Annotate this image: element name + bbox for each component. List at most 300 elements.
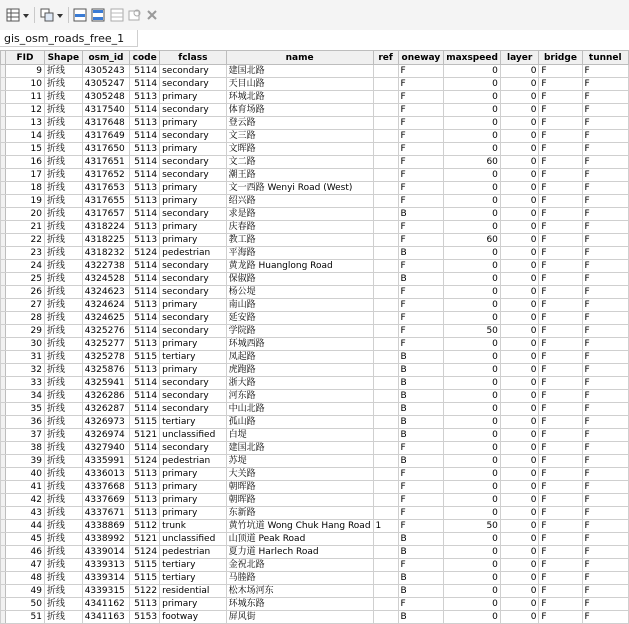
zoom-to-selected-button[interactable] — [128, 6, 142, 23]
table-row[interactable] — [1, 78, 629, 91]
cell-code[interactable]: 5114 — [130, 286, 160, 299]
cell-code[interactable]: 5114 — [130, 65, 160, 78]
cell-fclass[interactable]: primary — [160, 117, 227, 130]
cell-oneway[interactable]: F — [398, 260, 444, 273]
cell-code[interactable]: 5113 — [130, 468, 160, 481]
cell-oneway[interactable]: F — [398, 221, 444, 234]
cell-maxspeed[interactable]: 0 — [444, 364, 501, 377]
table-row[interactable] — [1, 572, 629, 585]
cell-ref[interactable] — [373, 377, 398, 390]
table-row[interactable] — [1, 299, 629, 312]
table-row[interactable] — [1, 91, 629, 104]
cell-ref[interactable] — [373, 78, 398, 91]
cell-bridge[interactable]: F — [539, 104, 582, 117]
cell-maxspeed[interactable]: 0 — [444, 273, 501, 286]
cell-code[interactable]: 5124 — [130, 247, 160, 260]
cell-shape[interactable]: 折线 — [44, 182, 82, 195]
cell-bridge[interactable]: F — [539, 468, 582, 481]
cell-osm-id[interactable]: 4326974 — [82, 429, 130, 442]
cell-shape[interactable]: 折线 — [44, 520, 82, 533]
cell-oneway[interactable]: F — [398, 338, 444, 351]
cell-ref[interactable] — [373, 442, 398, 455]
cell-oneway[interactable]: B — [398, 403, 444, 416]
cell-ref[interactable] — [373, 455, 398, 468]
cell-name[interactable]: 苏堤 — [226, 455, 373, 468]
cell-fid[interactable]: 49 — [6, 585, 45, 598]
cell-fid[interactable]: 19 — [6, 195, 45, 208]
table-row[interactable] — [1, 156, 629, 169]
cell-shape[interactable]: 折线 — [44, 143, 82, 156]
cell-oneway[interactable]: F — [398, 598, 444, 611]
cell-name[interactable]: 绍兴路 — [226, 195, 373, 208]
cell-name[interactable]: 黄竹坑道 Wong Chuk Hang Road — [226, 520, 373, 533]
cell-code[interactable]: 5115 — [130, 416, 160, 429]
cell-code[interactable]: 5112 — [130, 520, 160, 533]
related-tables-button[interactable] — [40, 6, 63, 23]
cell-shape[interactable]: 折线 — [44, 442, 82, 455]
cell-shape[interactable]: 折线 — [44, 481, 82, 494]
cell-code[interactable]: 5153 — [130, 611, 160, 624]
cell-tunnel[interactable]: F — [582, 65, 629, 78]
cell-layer[interactable]: 0 — [500, 338, 539, 351]
cell-osm-id[interactable]: 4325876 — [82, 364, 130, 377]
cell-code[interactable]: 5113 — [130, 598, 160, 611]
cell-name[interactable]: 文一西路 Wenyi Road (West) — [226, 182, 373, 195]
table-row[interactable] — [1, 65, 629, 78]
column-header-tunnel[interactable]: tunnel — [582, 51, 629, 65]
cell-bridge[interactable]: F — [539, 416, 582, 429]
cell-fclass[interactable]: tertiary — [160, 572, 227, 585]
table-row[interactable] — [1, 364, 629, 377]
cell-bridge[interactable]: F — [539, 429, 582, 442]
cell-oneway[interactable]: B — [398, 390, 444, 403]
cell-fid[interactable]: 37 — [6, 429, 45, 442]
cell-fid[interactable]: 10 — [6, 78, 45, 91]
cell-osm-id[interactable]: 4339315 — [82, 585, 130, 598]
cell-osm-id[interactable]: 4338869 — [82, 520, 130, 533]
cell-osm-id[interactable]: 4339313 — [82, 559, 130, 572]
table-row[interactable] — [1, 104, 629, 117]
cell-fid[interactable]: 15 — [6, 143, 45, 156]
cell-tunnel[interactable]: F — [582, 507, 629, 520]
cell-code[interactable]: 5114 — [130, 78, 160, 91]
table-row[interactable] — [1, 390, 629, 403]
cell-name[interactable]: 河东路 — [226, 390, 373, 403]
cell-oneway[interactable]: F — [398, 442, 444, 455]
cell-ref[interactable]: 1 — [373, 520, 398, 533]
cell-fclass[interactable]: secondary — [160, 390, 227, 403]
cell-code[interactable]: 5114 — [130, 156, 160, 169]
cell-bridge[interactable]: F — [539, 338, 582, 351]
cell-fclass[interactable]: pedestrian — [160, 455, 227, 468]
cell-tunnel[interactable]: F — [582, 455, 629, 468]
cell-name[interactable]: 金祝北路 — [226, 559, 373, 572]
cell-name[interactable]: 环城北路 — [226, 91, 373, 104]
cell-shape[interactable]: 折线 — [44, 286, 82, 299]
cell-fid[interactable]: 45 — [6, 533, 45, 546]
cell-bridge[interactable]: F — [539, 377, 582, 390]
cell-osm-id[interactable]: 4338992 — [82, 533, 130, 546]
cell-osm-id[interactable]: 4305248 — [82, 91, 130, 104]
cell-ref[interactable] — [373, 403, 398, 416]
cell-shape[interactable]: 折线 — [44, 273, 82, 286]
cell-fclass[interactable]: primary — [160, 299, 227, 312]
cell-oneway[interactable]: F — [398, 325, 444, 338]
cell-oneway[interactable]: B — [398, 247, 444, 260]
cell-name[interactable]: 庆春路 — [226, 221, 373, 234]
cell-osm-id[interactable]: 4317648 — [82, 117, 130, 130]
cell-fid[interactable]: 12 — [6, 104, 45, 117]
cell-osm-id[interactable]: 4317649 — [82, 130, 130, 143]
cell-bridge[interactable]: F — [539, 65, 582, 78]
cell-bridge[interactable]: F — [539, 78, 582, 91]
cell-fclass[interactable]: pedestrian — [160, 546, 227, 559]
cell-layer[interactable]: 0 — [500, 364, 539, 377]
table-row[interactable] — [1, 416, 629, 429]
cell-ref[interactable] — [373, 169, 398, 182]
cell-layer[interactable]: 0 — [500, 416, 539, 429]
cell-name[interactable]: 教工路 — [226, 234, 373, 247]
cell-name[interactable]: 浙大路 — [226, 377, 373, 390]
cell-shape[interactable]: 折线 — [44, 208, 82, 221]
cell-osm-id[interactable]: 4326286 — [82, 390, 130, 403]
cell-fid[interactable]: 40 — [6, 468, 45, 481]
cell-osm-id[interactable]: 4317653 — [82, 182, 130, 195]
cell-osm-id[interactable]: 4336013 — [82, 468, 130, 481]
cell-code[interactable]: 5122 — [130, 585, 160, 598]
cell-tunnel[interactable]: F — [582, 429, 629, 442]
cell-layer[interactable]: 0 — [500, 351, 539, 364]
cell-fclass[interactable]: secondary — [160, 208, 227, 221]
cell-bridge[interactable]: F — [539, 494, 582, 507]
table-row[interactable] — [1, 338, 629, 351]
cell-fclass[interactable]: footway — [160, 611, 227, 624]
cell-code[interactable]: 5114 — [130, 442, 160, 455]
cell-tunnel[interactable]: F — [582, 338, 629, 351]
cell-bridge[interactable]: F — [539, 195, 582, 208]
cell-oneway[interactable]: F — [398, 78, 444, 91]
cell-code[interactable]: 5114 — [130, 312, 160, 325]
cell-bridge[interactable]: F — [539, 91, 582, 104]
cell-ref[interactable] — [373, 156, 398, 169]
cell-bridge[interactable]: F — [539, 546, 582, 559]
cell-oneway[interactable]: F — [398, 507, 444, 520]
cell-fid[interactable]: 46 — [6, 546, 45, 559]
cell-bridge[interactable]: F — [539, 598, 582, 611]
cell-fid[interactable]: 35 — [6, 403, 45, 416]
cell-fid[interactable]: 48 — [6, 572, 45, 585]
cell-ref[interactable] — [373, 91, 398, 104]
table-row[interactable] — [1, 377, 629, 390]
cell-tunnel[interactable]: F — [582, 585, 629, 598]
cell-code[interactable]: 5113 — [130, 299, 160, 312]
cell-maxspeed[interactable]: 0 — [444, 247, 501, 260]
cell-osm-id[interactable]: 4326973 — [82, 416, 130, 429]
cell-oneway[interactable]: F — [398, 312, 444, 325]
cell-layer[interactable]: 0 — [500, 169, 539, 182]
cell-tunnel[interactable]: F — [582, 221, 629, 234]
cell-osm-id[interactable]: 4325278 — [82, 351, 130, 364]
cell-code[interactable]: 5113 — [130, 221, 160, 234]
cell-osm-id[interactable]: 4317651 — [82, 156, 130, 169]
cell-tunnel[interactable]: F — [582, 169, 629, 182]
cell-ref[interactable] — [373, 546, 398, 559]
cell-shape[interactable]: 折线 — [44, 117, 82, 130]
cell-osm-id[interactable]: 4324625 — [82, 312, 130, 325]
cell-code[interactable]: 5115 — [130, 559, 160, 572]
cell-bridge[interactable]: F — [539, 507, 582, 520]
cell-fid[interactable]: 51 — [6, 611, 45, 624]
cell-ref[interactable] — [373, 182, 398, 195]
cell-code[interactable]: 5121 — [130, 429, 160, 442]
cell-layer[interactable]: 0 — [500, 494, 539, 507]
column-header-code[interactable]: code — [130, 51, 160, 65]
cell-shape[interactable]: 折线 — [44, 312, 82, 325]
cell-osm-id[interactable]: 4325277 — [82, 338, 130, 351]
cell-fid[interactable]: 50 — [6, 598, 45, 611]
cell-code[interactable]: 5113 — [130, 507, 160, 520]
cell-fclass[interactable]: primary — [160, 195, 227, 208]
cell-layer[interactable]: 0 — [500, 481, 539, 494]
cell-fclass[interactable]: unclassified — [160, 429, 227, 442]
cell-code[interactable]: 5113 — [130, 494, 160, 507]
cell-osm-id[interactable]: 4327940 — [82, 442, 130, 455]
column-header-shape[interactable]: Shape — [44, 51, 82, 65]
cell-maxspeed[interactable]: 0 — [444, 598, 501, 611]
cell-tunnel[interactable]: F — [582, 468, 629, 481]
cell-maxspeed[interactable]: 0 — [444, 455, 501, 468]
cell-osm-id[interactable]: 4322738 — [82, 260, 130, 273]
cell-tunnel[interactable]: F — [582, 195, 629, 208]
cell-oneway[interactable]: F — [398, 520, 444, 533]
cell-layer[interactable]: 0 — [500, 585, 539, 598]
cell-bridge[interactable]: F — [539, 390, 582, 403]
cell-oneway[interactable]: F — [398, 104, 444, 117]
cell-shape[interactable]: 折线 — [44, 546, 82, 559]
cell-shape[interactable]: 折线 — [44, 156, 82, 169]
cell-oneway[interactable]: F — [398, 156, 444, 169]
cell-code[interactable]: 5124 — [130, 455, 160, 468]
cell-name[interactable]: 山顶道 Peak Road — [226, 533, 373, 546]
delete-selected-button[interactable] — [146, 6, 158, 23]
cell-ref[interactable] — [373, 351, 398, 364]
table-row[interactable] — [1, 130, 629, 143]
cell-fid[interactable]: 14 — [6, 130, 45, 143]
cell-tunnel[interactable]: F — [582, 377, 629, 390]
cell-tunnel[interactable]: F — [582, 143, 629, 156]
cell-oneway[interactable]: F — [398, 91, 444, 104]
cell-bridge[interactable]: F — [539, 520, 582, 533]
cell-fclass[interactable]: secondary — [160, 156, 227, 169]
cell-maxspeed[interactable]: 50 — [444, 520, 501, 533]
cell-shape[interactable]: 折线 — [44, 559, 82, 572]
cell-layer[interactable]: 0 — [500, 143, 539, 156]
table-row[interactable] — [1, 611, 629, 624]
table-row[interactable] — [1, 286, 629, 299]
cell-shape[interactable]: 折线 — [44, 429, 82, 442]
cell-osm-id[interactable]: 4335991 — [82, 455, 130, 468]
cell-code[interactable]: 5121 — [130, 533, 160, 546]
cell-osm-id[interactable]: 4318232 — [82, 247, 130, 260]
cell-layer[interactable]: 0 — [500, 208, 539, 221]
cell-layer[interactable]: 0 — [500, 247, 539, 260]
cell-fclass[interactable]: unclassified — [160, 533, 227, 546]
cell-tunnel[interactable]: F — [582, 572, 629, 585]
cell-fid[interactable]: 24 — [6, 260, 45, 273]
cell-maxspeed[interactable]: 0 — [444, 481, 501, 494]
cell-layer[interactable]: 0 — [500, 234, 539, 247]
cell-code[interactable]: 5114 — [130, 260, 160, 273]
cell-ref[interactable] — [373, 572, 398, 585]
cell-shape[interactable]: 折线 — [44, 78, 82, 91]
cell-oneway[interactable]: F — [398, 143, 444, 156]
cell-name[interactable]: 黄龙路 Huanglong Road — [226, 260, 373, 273]
cell-osm-id[interactable]: 4325941 — [82, 377, 130, 390]
cell-name[interactable]: 环城东路 — [226, 598, 373, 611]
cell-fid[interactable]: 30 — [6, 338, 45, 351]
cell-maxspeed[interactable]: 0 — [444, 494, 501, 507]
cell-code[interactable]: 5115 — [130, 351, 160, 364]
cell-shape[interactable]: 折线 — [44, 533, 82, 546]
cell-osm-id[interactable]: 4337669 — [82, 494, 130, 507]
cell-name[interactable]: 登云路 — [226, 117, 373, 130]
cell-maxspeed[interactable]: 60 — [444, 234, 501, 247]
cell-tunnel[interactable]: F — [582, 325, 629, 338]
cell-fid[interactable]: 21 — [6, 221, 45, 234]
cell-ref[interactable] — [373, 195, 398, 208]
cell-oneway[interactable]: F — [398, 182, 444, 195]
cell-ref[interactable] — [373, 611, 398, 624]
cell-maxspeed[interactable]: 0 — [444, 611, 501, 624]
cell-ref[interactable] — [373, 286, 398, 299]
table-row[interactable] — [1, 585, 629, 598]
cell-fclass[interactable]: secondary — [160, 104, 227, 117]
cell-fid[interactable]: 33 — [6, 377, 45, 390]
cell-shape[interactable]: 折线 — [44, 260, 82, 273]
cell-ref[interactable] — [373, 364, 398, 377]
cell-ref[interactable] — [373, 65, 398, 78]
cell-name[interactable]: 潮王路 — [226, 169, 373, 182]
cell-shape[interactable]: 折线 — [44, 611, 82, 624]
cell-shape[interactable]: 折线 — [44, 221, 82, 234]
cell-fclass[interactable]: primary — [160, 182, 227, 195]
cell-tunnel[interactable]: F — [582, 364, 629, 377]
table-row[interactable] — [1, 117, 629, 130]
cell-osm-id[interactable]: 4339314 — [82, 572, 130, 585]
cell-osm-id[interactable]: 4339014 — [82, 546, 130, 559]
cell-bridge[interactable]: F — [539, 481, 582, 494]
cell-tunnel[interactable]: F — [582, 286, 629, 299]
cell-layer[interactable]: 0 — [500, 598, 539, 611]
cell-bridge[interactable]: F — [539, 455, 582, 468]
cell-shape[interactable]: 折线 — [44, 468, 82, 481]
table-row[interactable] — [1, 520, 629, 533]
cell-maxspeed[interactable]: 0 — [444, 182, 501, 195]
cell-shape[interactable]: 折线 — [44, 130, 82, 143]
cell-fid[interactable]: 26 — [6, 286, 45, 299]
cell-oneway[interactable]: B — [398, 429, 444, 442]
cell-oneway[interactable]: F — [398, 481, 444, 494]
cell-shape[interactable]: 折线 — [44, 390, 82, 403]
cell-osm-id[interactable]: 4317655 — [82, 195, 130, 208]
cell-osm-id[interactable]: 4317540 — [82, 104, 130, 117]
cell-bridge[interactable]: F — [539, 403, 582, 416]
cell-layer[interactable]: 0 — [500, 78, 539, 91]
cell-layer[interactable]: 0 — [500, 91, 539, 104]
table-row[interactable] — [1, 481, 629, 494]
cell-shape[interactable]: 折线 — [44, 572, 82, 585]
cell-maxspeed[interactable]: 0 — [444, 195, 501, 208]
cell-oneway[interactable]: B — [398, 546, 444, 559]
cell-fclass[interactable]: primary — [160, 481, 227, 494]
cell-ref[interactable] — [373, 533, 398, 546]
cell-fid[interactable]: 36 — [6, 416, 45, 429]
cell-layer[interactable]: 0 — [500, 429, 539, 442]
cell-shape[interactable]: 折线 — [44, 403, 82, 416]
cell-osm-id[interactable]: 4324528 — [82, 273, 130, 286]
cell-oneway[interactable]: F — [398, 169, 444, 182]
cell-ref[interactable] — [373, 494, 398, 507]
cell-layer[interactable]: 0 — [500, 468, 539, 481]
cell-bridge[interactable]: F — [539, 156, 582, 169]
cell-ref[interactable] — [373, 390, 398, 403]
cell-code[interactable]: 5114 — [130, 377, 160, 390]
cell-layer[interactable]: 0 — [500, 520, 539, 533]
cell-code[interactable]: 5114 — [130, 325, 160, 338]
cell-bridge[interactable]: F — [539, 208, 582, 221]
column-header-layer[interactable]: layer — [500, 51, 539, 65]
cell-fid[interactable]: 9 — [6, 65, 45, 78]
cell-fclass[interactable]: primary — [160, 234, 227, 247]
column-header-osm-id[interactable]: osm_id — [82, 51, 130, 65]
cell-bridge[interactable]: F — [539, 234, 582, 247]
table-row[interactable] — [1, 169, 629, 182]
cell-layer[interactable]: 0 — [500, 572, 539, 585]
cell-ref[interactable] — [373, 104, 398, 117]
cell-tunnel[interactable]: F — [582, 442, 629, 455]
table-row[interactable] — [1, 221, 629, 234]
cell-maxspeed[interactable]: 0 — [444, 260, 501, 273]
cell-fclass[interactable]: primary — [160, 598, 227, 611]
cell-osm-id[interactable]: 4325276 — [82, 325, 130, 338]
cell-layer[interactable]: 0 — [500, 273, 539, 286]
cell-name[interactable]: 屏风街 — [226, 611, 373, 624]
table-row[interactable] — [1, 351, 629, 364]
cell-osm-id[interactable]: 4305243 — [82, 65, 130, 78]
cell-maxspeed[interactable]: 0 — [444, 416, 501, 429]
cell-ref[interactable] — [373, 481, 398, 494]
cell-code[interactable]: 5113 — [130, 195, 160, 208]
cell-oneway[interactable]: F — [398, 468, 444, 481]
column-header-ref[interactable]: ref — [373, 51, 398, 65]
cell-shape[interactable]: 折线 — [44, 364, 82, 377]
cell-code[interactable]: 5113 — [130, 143, 160, 156]
cell-fid[interactable]: 13 — [6, 117, 45, 130]
cell-layer[interactable]: 0 — [500, 611, 539, 624]
cell-oneway[interactable]: B — [398, 455, 444, 468]
cell-code[interactable]: 5113 — [130, 182, 160, 195]
cell-bridge[interactable]: F — [539, 611, 582, 624]
cell-tunnel[interactable]: F — [582, 611, 629, 624]
cell-osm-id[interactable]: 4324623 — [82, 286, 130, 299]
cell-maxspeed[interactable]: 0 — [444, 585, 501, 598]
cell-name[interactable]: 求是路 — [226, 208, 373, 221]
cell-fclass[interactable]: primary — [160, 364, 227, 377]
cell-layer[interactable]: 0 — [500, 442, 539, 455]
table-row[interactable] — [1, 234, 629, 247]
cell-name[interactable]: 体育场路 — [226, 104, 373, 117]
cell-fid[interactable]: 32 — [6, 364, 45, 377]
